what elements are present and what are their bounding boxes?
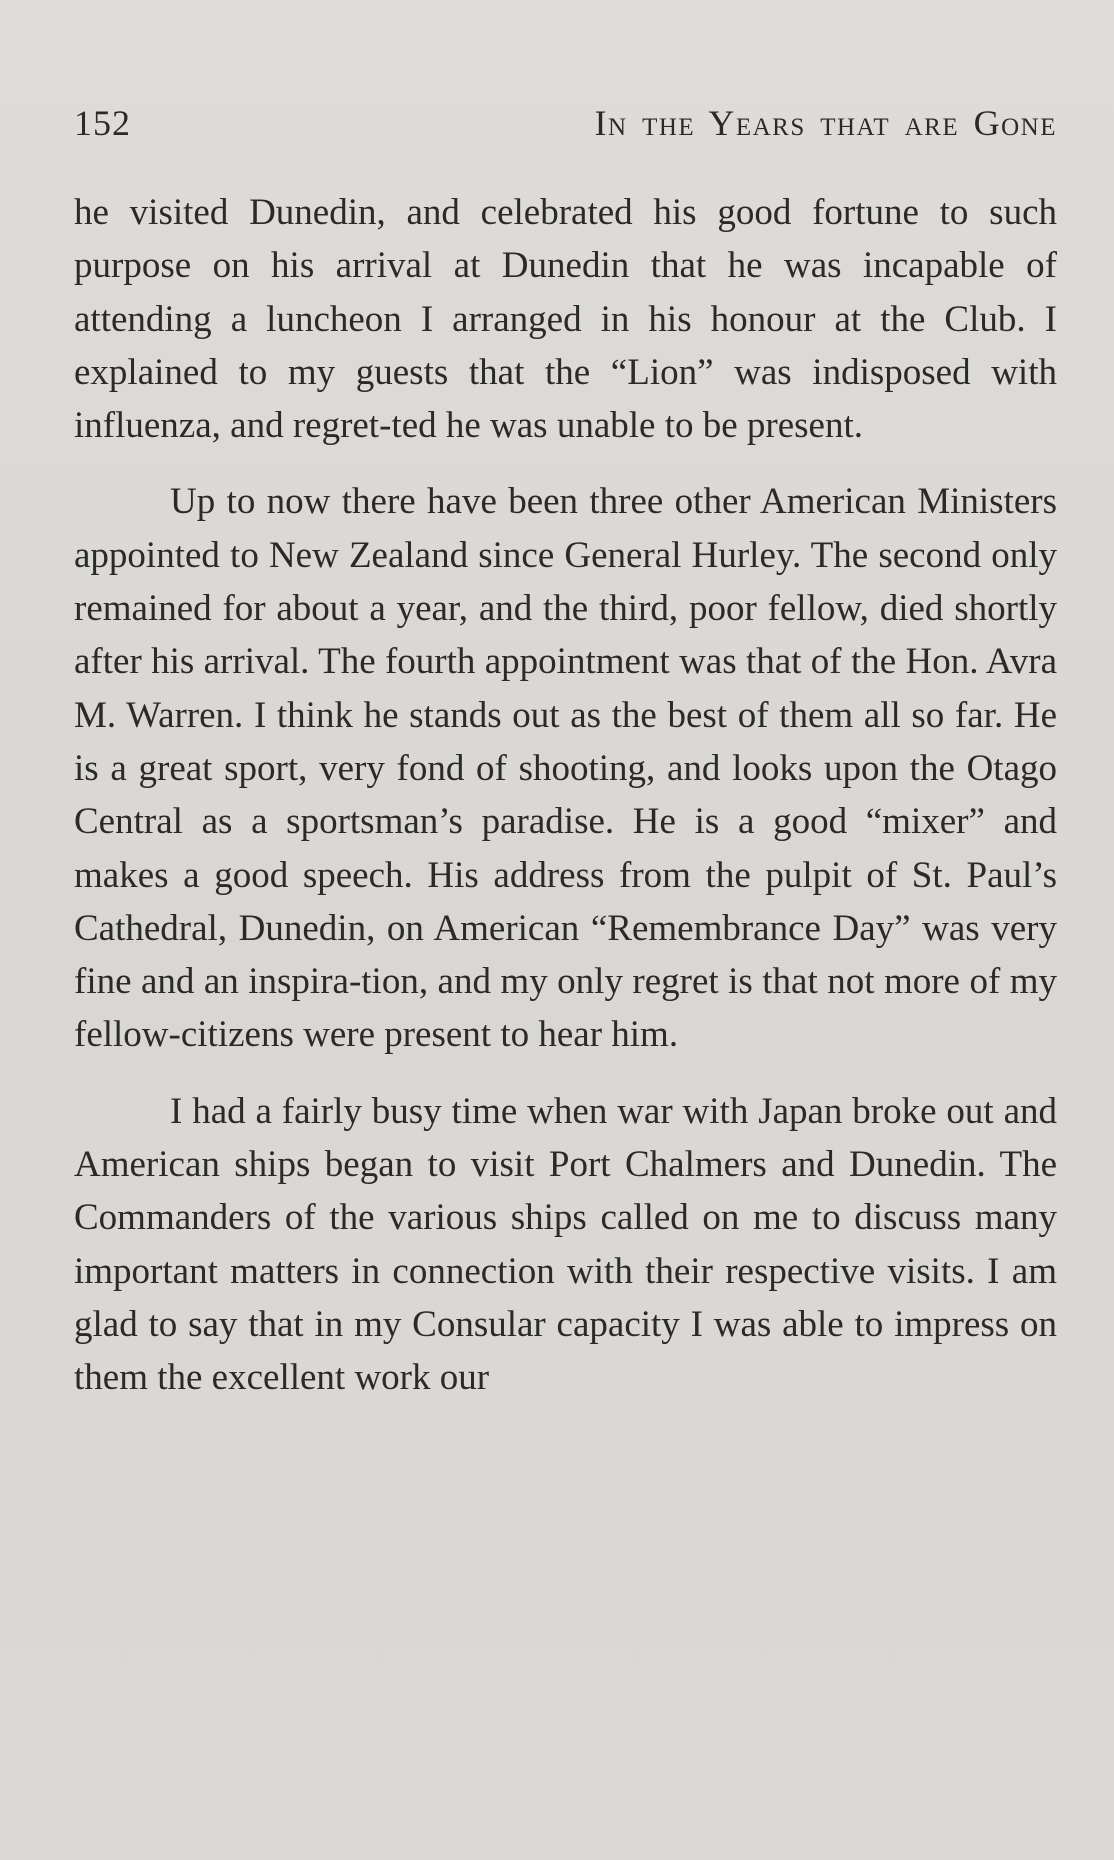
page-number: 152: [74, 103, 131, 143]
paragraph-continued: he visited Dunedin, and celebrated his good fortune to such purpose on his arrival at Dunedin that he was incapable of attending a luncheon I arranged in his honour at the Club. I explained to my guests that the “Lion” was indisposed with influenza, and regret-ted he was unable to be present.: [74, 192, 1057, 447]
running-header: [74, 98, 1057, 148]
running-title: In the Years that are Gone: [594, 103, 1057, 143]
body-text: [74, 186, 1057, 1405]
paragraph-american-ministers: Up to now there have been three other American Ministers appointed to New Zealand since General Hurley. The second only remained for about a year, and the third, poor fellow, died shortly after his arrival. The fourth appointment was that of the Hon. Avra M. Warren. I think he stands out as the best of them all so far. He is a great sport, very fond of shooting, and looks upon the Otago Central as a sportsman’s paradise. He is a good “mixer” and makes a good speech. His address from the pulpit of St. Paul’s Cathedral, Dunedin, on American “Remembrance Day” was very fine and an inspira-tion, and my only regret is that not more of my fellow-citizens were present to hear him.: [74, 481, 1057, 1056]
paragraph-war-with-japan: I had a fairly busy time when war with Japan broke out and American ships began to visit Port Chalmers and Dunedin. The Commanders of the various ships called on me to discuss many important matters in connection with their respective visits. I am glad to say that in my Consular capacity I was able to impress on them the excellent work our: [74, 1090, 1057, 1399]
